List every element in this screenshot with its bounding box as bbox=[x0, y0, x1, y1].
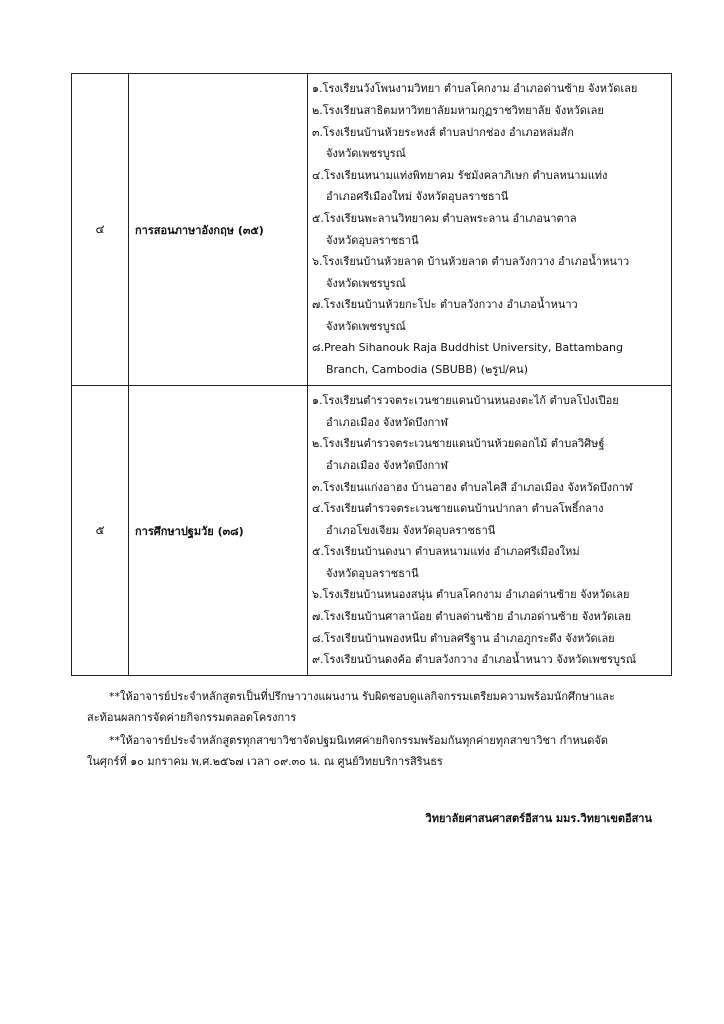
school-line-continued: จังหวัดเพชรบูรณ์ bbox=[326, 147, 406, 161]
school-list bbox=[312, 390, 667, 671]
camp-schools-table bbox=[71, 73, 672, 676]
school-line: ๓.โรงเรียนบ้านห้วยระหงส์ ตำบลปากช่อง อำเภอหล่มสัก bbox=[312, 125, 574, 139]
note-line: **ให้อาจารย์ประจำหลักสูตรทุกสาขาวิชาจัดปฐมนิเทศค่ายกิจกรรมพร้อมกันทุกค่ายทุกสาขาวิชา กำหนดจัด bbox=[109, 734, 608, 747]
school-line: ๕.โรงเรียนบ้านดงนา ตำบลหนามแท่ง อำเภอศรีเมืองใหม่ bbox=[312, 545, 580, 559]
school-item bbox=[312, 433, 667, 476]
table-row bbox=[72, 74, 672, 386]
school-line-continued: จังหวัดเพชรบูรณ์ bbox=[326, 276, 406, 290]
school-item bbox=[312, 584, 667, 606]
school-item bbox=[312, 541, 667, 584]
school-list-cell bbox=[308, 386, 672, 676]
school-item bbox=[312, 390, 667, 433]
school-item bbox=[312, 477, 667, 499]
note-line: ในศุกร์ที่ ๑๐ มกราคม พ.ศ.๒๕๖๗ เวลา ๐๙.๓๐ น. ณ ศูนย์วิทยบริการสิรินธร bbox=[87, 755, 443, 768]
school-line-continued: จังหวัดอุบลราชธานี bbox=[326, 566, 419, 580]
school-item bbox=[312, 78, 667, 100]
course-name: การสอนภาษาอังกฤษ (๓๕) bbox=[129, 74, 308, 386]
school-item bbox=[312, 606, 667, 628]
school-line: ๘.โรงเรียนบ้านพองหนีบ ตำบลศรีฐาน อำเภอภูกระดึง จังหวัดเลย bbox=[312, 631, 615, 645]
school-line: ๘.Preah Sihanouk Raja Buddhist University, Battambang bbox=[312, 341, 623, 355]
signature-institution: วิทยาลัยศาสนศาสตร์อีสาน มมร.วิทยาเขตอีสาน bbox=[425, 812, 652, 825]
school-line-continued: อำเภอเมือง จังหวัดบึงกาฬ bbox=[326, 415, 448, 429]
school-item bbox=[312, 100, 667, 122]
school-item bbox=[312, 294, 667, 337]
note-line: สะท้อนผลการจัดค่ายกิจกรรมตลอดโครงการ bbox=[87, 711, 297, 724]
school-line: ๒.โรงเรียนตำรวจตระเวนชายแดนบ้านห้วยดอกไม้ ตำบลวิศิษฐ์ bbox=[312, 437, 605, 451]
school-line: ๗.โรงเรียนบ้านห้วยกะโปะ ตำบลวังกวาง อำเภอน้ำหนาว bbox=[312, 298, 578, 312]
school-line: ๓.โรงเรียนแก่งอาฮง บ้านอาฮง ตำบลไคสี อำเภอเมือง จังหวัดบึงกาฬ bbox=[312, 480, 633, 494]
school-line-continued: อำเภอศรีเมืองใหม่ จังหวัดอุบลราชธานี bbox=[326, 190, 509, 204]
school-line-continued: Branch, Cambodia (SBUBB) (๒รูป/คน) bbox=[326, 363, 528, 377]
course-name: การศึกษาปฐมวัย (๓๘) bbox=[129, 386, 308, 676]
school-list-cell bbox=[308, 74, 672, 386]
school-line: ๑.โรงเรียนวังโพนงามวิทยา ตำบลโคกงาม อำเภอด่านซ้าย จังหวัดเลย bbox=[312, 82, 638, 96]
school-item bbox=[312, 649, 667, 671]
row-number: ๕ bbox=[72, 386, 129, 676]
school-line: ๖.โรงเรียนบ้านหนองสนุ่น ตำบลโคกงาม อำเภอด่านซ้าย จังหวัดเลย bbox=[312, 588, 630, 602]
school-line: ๙.โรงเรียนบ้านดงค้อ ตำบลวังกวาง อำเภอน้ำหนาว จังหวัดเพชรบูรณ์ bbox=[312, 653, 637, 667]
school-item bbox=[312, 498, 667, 541]
note-advisors bbox=[87, 686, 677, 728]
school-line: ๖.โรงเรียนบ้านห้วยลาด บ้านห้วยลาด ตำบลวังกวาง อำเภอน้ำหนาว bbox=[312, 255, 630, 269]
school-item bbox=[312, 251, 667, 294]
school-line-continued: จังหวัดอุบลราชธานี bbox=[326, 233, 419, 247]
school-line: ๗.โรงเรียนบ้านศาลาน้อย ตำบลด่านซ้าย อำเภอด่านซ้าย จังหวัดเลย bbox=[312, 610, 632, 624]
note-orientation bbox=[87, 730, 677, 772]
school-line: ๔.โรงเรียนหนามแท่งพิทยาคม รัชมังคลาภิเษก ตำบลหนามแท่ง bbox=[312, 168, 608, 182]
school-line: ๔.โรงเรียนตำรวจตระเวนชายแดนบ้านปากลา ตำบลโพธิ์กลาง bbox=[312, 502, 604, 516]
school-item bbox=[312, 628, 667, 650]
school-item bbox=[312, 208, 667, 251]
table-row bbox=[72, 386, 672, 676]
row-number: ๔ bbox=[72, 74, 129, 386]
school-line-continued: อำเภอโขงเจียม จังหวัดอุบลราชธานี bbox=[326, 523, 496, 537]
school-line: ๑.โรงเรียนตำรวจตระเวนชายแดนบ้านหนองตะไก้ ตำบลโป่งเปือย bbox=[312, 394, 619, 408]
school-list bbox=[312, 78, 667, 380]
school-item bbox=[312, 122, 667, 165]
school-line: ๒.โรงเรียนสาธิตมหาวิทยาลัยมหามกุฏราชวิทยาลัย จังหวัดเลย bbox=[312, 103, 604, 117]
school-line-continued: อำเภอเมือง จังหวัดบึงกาฬ bbox=[326, 458, 448, 472]
note-line: **ให้อาจารย์ประจำหลักสูตรเป็นที่ปรึกษาวางแผนงาน รับผิดชอบดูแลกิจกรรมเตรียมความพร้อมนักศึกษาและ bbox=[109, 690, 615, 703]
school-item bbox=[312, 165, 667, 208]
school-item bbox=[312, 337, 667, 380]
school-line: ๕.โรงเรียนพะลานวิทยาคม ตำบลพระลาน อำเภอนาตาล bbox=[312, 211, 577, 225]
school-line-continued: จังหวัดเพชรบูรณ์ bbox=[326, 319, 406, 333]
table-body bbox=[72, 74, 672, 676]
